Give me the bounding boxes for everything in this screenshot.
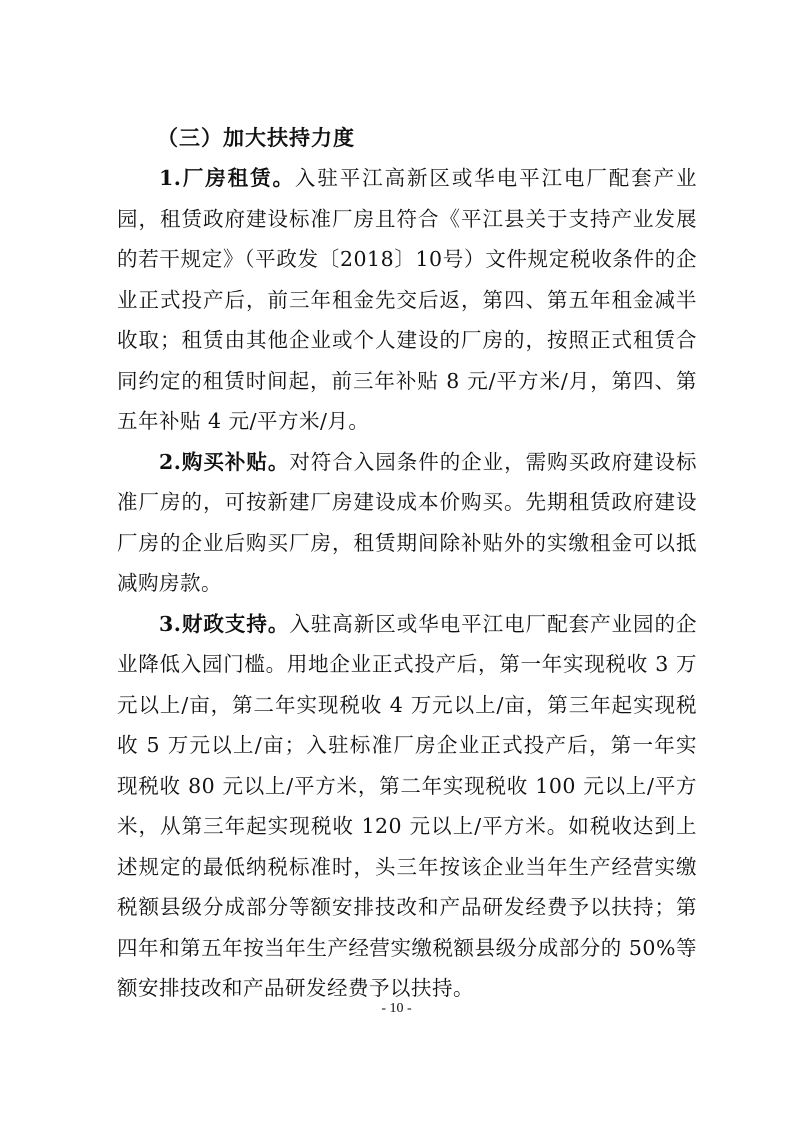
clause-text: 入驻高新区或华电平江电厂配套产业园的企业降低入园门槛。用地企业正式投产后，第一年实现税收 3 万元以上/亩，第二年实现税收 4 万元以上/亩，第三年起实现税收 5 万元以上/亩；入驻标准厂房企业正式投产后，第一年实现税收 80 元以上/平方米，第二年实现税收 100 元以上/平方米，从第三年起实现税收 120 元以上/平方米。如税收达到上述规定的最低纳税标准时，头三年按该企业当年生产经营实缴税额县级分成部分等额安排技改和产品研发经费予以扶持；第四年和第五年按当年生产经营实缴税额县级分成部分的 50%等额安排技改和产品研发经费予以扶持。: [117, 611, 698, 1000]
clause-label: 3.财政支持。: [159, 611, 290, 636]
page-number: - 10 -: [381, 1001, 412, 1016]
document-body: [117, 118, 697, 1009]
clause-purchase-subsidy: [117, 442, 697, 604]
clause-label: 1.厂房租赁。: [159, 166, 295, 190]
clause-text: 对符合入园条件的企业，需购买政府建设标准厂房的，可按新建厂房建设成本价购买。先期租赁政府建设厂房的企业后购买厂房，租赁期间除补贴外的实缴租金可以抵减购房款。: [117, 449, 698, 595]
clause-factory-lease: [117, 158, 697, 442]
clause-label: 2.购买补贴。: [159, 449, 290, 474]
clause-fiscal-support: [117, 604, 697, 1009]
clause-text: 入驻平江高新区或华电平江电厂配套产业园，租赁政府建设标准厂房且符合《平江县关于支持产业发展的若干规定》（平政发〔2018〕10号）文件规定税收条件的企业正式投产后，前三年租金先交后返，第四、第五年租金减半收取；租赁由其他企业或个人建设的厂房的，按照正式租赁合同约定的租赁时间起，前三年补贴 8 元/平方米/月，第四、第五年补贴 4 元/平方米/月。: [117, 166, 697, 433]
section-heading: （三）加大扶持力度: [157, 125, 355, 150]
